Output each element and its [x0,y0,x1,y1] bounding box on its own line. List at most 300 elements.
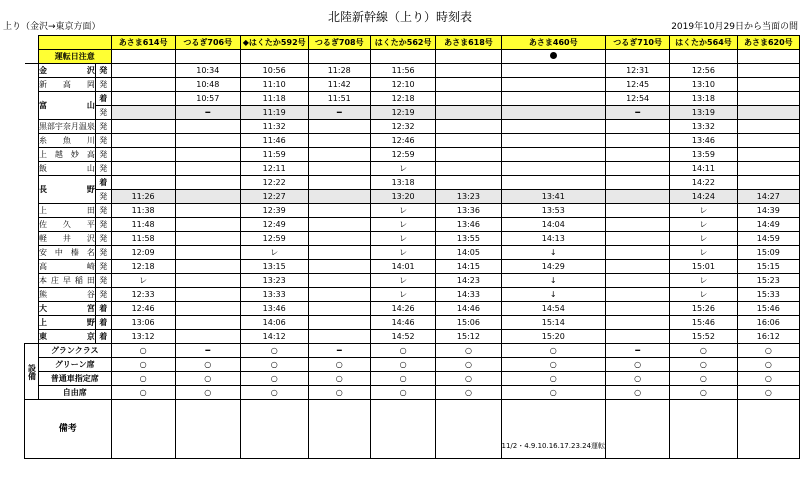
facility-mark: ○ [111,344,175,358]
time-cell [737,92,799,106]
station-row [25,302,800,316]
time-cell: 13:41 [501,190,606,204]
time-cell [606,204,670,218]
effective-date: 2019年10月29日から当面の間 [671,22,798,32]
direction-label: 上り（金沢→東京方面） [3,22,101,32]
time-cell [606,330,670,344]
facility-mark: ○ [737,344,799,358]
arr-dep: 発 [95,134,111,148]
facility-mark: ○ [501,386,606,400]
time-cell [175,162,240,176]
time-cell: 11:18 [240,92,308,106]
station-name: 富山 [38,92,95,120]
station-row [25,106,800,120]
time-cell [737,162,799,176]
station-row [25,148,800,162]
time-cell: 14:39 [737,204,799,218]
station-name: 大宮 [38,302,95,316]
station-name: 上田 [38,204,95,218]
time-cell [175,134,240,148]
station-name: 新高岡 [38,78,95,92]
time-cell: 15:01 [670,260,737,274]
station-row [25,316,800,330]
time-cell: 14:13 [501,232,606,246]
train-name: はくたか564号 [670,36,737,50]
row-blank [25,246,39,260]
time-cell: 14:52 [370,330,436,344]
facility-mark: ○ [370,344,436,358]
time-cell: レ [240,246,308,260]
facility-mark: ○ [175,372,240,386]
time-cell [436,106,501,120]
time-cell: 16:06 [737,316,799,330]
time-cell [111,106,175,120]
facility-mark: ○ [670,386,737,400]
station-row [25,288,800,302]
time-cell [606,316,670,330]
station-row [25,246,800,260]
time-cell: レ [370,218,436,232]
time-cell: 11:56 [370,64,436,78]
time-cell [606,120,670,134]
station-row [25,78,800,92]
time-cell: 13:53 [501,204,606,218]
time-cell: 14:29 [501,260,606,274]
time-cell: レ [670,232,737,246]
train-mark [501,50,606,64]
time-cell: 13:19 [670,106,737,120]
facility-mark: ○ [175,358,240,372]
train-name: あさま614号 [111,36,175,50]
row-blank [25,120,39,134]
time-cell: 12:49 [240,218,308,232]
time-cell: レ [670,218,737,232]
time-cell: 12:11 [240,162,308,176]
time-cell: ↓ [501,288,606,302]
row-blank [25,176,39,190]
timetable [24,35,800,459]
train-mark [436,50,501,64]
time-cell [308,190,370,204]
time-cell: 12:46 [370,134,436,148]
time-cell: 15:15 [737,260,799,274]
time-cell [501,148,606,162]
time-cell: 12:22 [240,176,308,190]
time-cell: 15:33 [737,288,799,302]
station-row [25,260,800,274]
time-cell: 11:38 [111,204,175,218]
time-cell [737,106,799,120]
train-mark [737,50,799,64]
time-cell [111,162,175,176]
arr-dep: 発 [95,78,111,92]
time-cell: レ [670,288,737,302]
facility-mark: ○ [436,372,501,386]
time-cell [111,134,175,148]
time-cell [501,120,606,134]
time-cell: 12:59 [370,148,436,162]
time-cell: 12:19 [370,106,436,120]
time-cell: 13:06 [111,316,175,330]
time-cell: 14:23 [436,274,501,288]
station-name: 金沢 [38,64,95,78]
time-cell [606,190,670,204]
time-cell: 14:54 [501,302,606,316]
time-cell [111,78,175,92]
time-cell [436,162,501,176]
train-mark [175,50,240,64]
time-cell: レ [670,274,737,288]
time-cell [606,134,670,148]
time-cell: 12:54 [606,92,670,106]
row-blank [25,64,39,78]
time-cell: 15:46 [670,316,737,330]
time-cell: 12:45 [606,78,670,92]
station-row [25,330,800,344]
station-row [25,204,800,218]
time-cell [606,162,670,176]
time-cell [308,134,370,148]
time-cell: 14:46 [436,302,501,316]
station-name: 長野 [38,176,95,204]
time-cell: 13:18 [670,92,737,106]
facility-mark: ○ [606,372,670,386]
station-row [25,274,800,288]
remarks-cell [240,400,308,459]
arr-dep: 発 [95,260,111,274]
time-cell: 14:04 [501,218,606,232]
time-cell [308,162,370,176]
time-cell [737,78,799,92]
station-name: 佐久平 [38,218,95,232]
station-row [25,232,800,246]
time-cell [175,260,240,274]
time-cell [111,176,175,190]
time-cell: 14:49 [737,218,799,232]
time-cell [501,64,606,78]
time-cell: 16:12 [737,330,799,344]
time-cell [308,148,370,162]
time-cell [308,246,370,260]
time-cell [175,218,240,232]
time-cell: 12:09 [111,246,175,260]
arr-dep: 発 [95,204,111,218]
time-cell: 13:46 [240,302,308,316]
row-blank [25,134,39,148]
facility-mark: ○ [111,358,175,372]
facility-mark: ○ [436,386,501,400]
facility-mark: ━ [308,344,370,358]
time-cell: 15:26 [670,302,737,316]
arr-dep: 発 [95,232,111,246]
facility-mark: ○ [370,386,436,400]
station-name: 黒部宇奈月温泉 [38,120,95,134]
time-cell [436,176,501,190]
time-cell: 12:39 [240,204,308,218]
time-cell: 13:20 [370,190,436,204]
facility-mark: ○ [737,372,799,386]
time-cell [308,302,370,316]
station-name: 東京 [38,330,95,344]
time-cell [308,316,370,330]
train-mark [606,50,670,64]
time-cell [175,274,240,288]
row-blank [25,302,39,316]
time-cell: 12:18 [111,260,175,274]
time-cell: 13:46 [670,134,737,148]
row-blank [25,190,39,204]
station-name: 本庄早稲田 [38,274,95,288]
time-cell [737,134,799,148]
station-row [25,92,800,106]
row-blank [25,260,39,274]
time-cell: 15:46 [737,302,799,316]
time-cell: 11:58 [111,232,175,246]
station-row [25,120,800,134]
facility-mark: ○ [670,372,737,386]
remarks-cell [436,400,501,459]
facility-mark: ○ [670,344,737,358]
facility-name: 自由席 [38,386,111,400]
arr-dep: 発 [95,218,111,232]
arr-dep: 発 [95,274,111,288]
station-row [25,218,800,232]
header-note-spacer [38,36,111,50]
time-cell [111,92,175,106]
facility-mark: ○ [308,358,370,372]
time-cell [501,134,606,148]
time-cell: 14:59 [737,232,799,246]
time-cell: 11:10 [240,78,308,92]
operating-day-marker [550,52,557,59]
time-cell: 13:59 [670,148,737,162]
time-cell [737,120,799,134]
time-cell: 10:48 [175,78,240,92]
time-cell: 14:22 [670,176,737,190]
time-cell: 12:56 [670,64,737,78]
time-cell: 11:46 [240,134,308,148]
time-cell: 13:32 [670,120,737,134]
row-blank [25,78,39,92]
facility-mark: ○ [308,372,370,386]
remarks-label: 備考 [25,400,112,459]
facility-mark: ○ [240,372,308,386]
time-cell: 13:46 [436,218,501,232]
time-cell [501,78,606,92]
facility-mark: ○ [606,386,670,400]
time-cell: 12:46 [111,302,175,316]
time-cell [175,176,240,190]
row-blank [25,316,39,330]
facility-mark: ○ [501,358,606,372]
train-mark [308,50,370,64]
time-cell: 15:20 [501,330,606,344]
arr-dep: 発 [95,162,111,176]
arr-dep: 発 [95,288,111,302]
facility-mark: ○ [670,358,737,372]
time-cell [308,260,370,274]
time-cell [436,92,501,106]
time-cell [501,106,606,120]
time-cell: 13:23 [240,274,308,288]
time-cell [111,148,175,162]
facility-mark: ○ [606,358,670,372]
facility-mark: ○ [175,386,240,400]
time-cell: 13:10 [670,78,737,92]
time-cell: 14:26 [370,302,436,316]
time-cell: 11:26 [111,190,175,204]
time-cell: レ [111,274,175,288]
time-cell: 11:28 [308,64,370,78]
time-cell: ━ [308,106,370,120]
facility-mark: ○ [240,344,308,358]
station-row [25,134,800,148]
station-name: 上野 [38,316,95,330]
station-name: 高崎 [38,260,95,274]
arr-dep: 着 [95,302,111,316]
train-name: つるぎ710号 [606,36,670,50]
time-cell [308,218,370,232]
time-cell: 13:15 [240,260,308,274]
time-cell [606,260,670,274]
facility-name: グリーン席 [38,358,111,372]
time-cell: 11:42 [308,78,370,92]
time-cell [436,134,501,148]
train-name: あさま620号 [737,36,799,50]
time-cell: 12:27 [240,190,308,204]
time-cell [737,176,799,190]
time-cell: レ [370,162,436,176]
time-cell: 13:36 [436,204,501,218]
time-cell: レ [670,204,737,218]
time-cell [606,218,670,232]
time-cell: 10:57 [175,92,240,106]
station-name: 糸魚川 [38,134,95,148]
time-cell [175,148,240,162]
station-name: 熊谷 [38,288,95,302]
facility-mark: ○ [308,386,370,400]
time-cell [436,120,501,134]
time-cell [175,204,240,218]
time-cell: 11:51 [308,92,370,106]
time-cell: 13:12 [111,330,175,344]
time-cell: レ [370,232,436,246]
row-blank [25,218,39,232]
arr-dep: 発 [95,120,111,134]
train-mark [670,50,737,64]
time-cell [501,92,606,106]
time-cell: 14:01 [370,260,436,274]
row-blank [25,204,39,218]
time-cell [308,330,370,344]
time-cell [308,204,370,218]
time-cell: ↓ [501,274,606,288]
facility-mark: ○ [436,344,501,358]
facilities-label: 設備 [25,344,39,400]
time-cell [737,148,799,162]
arr-dep: 発 [95,246,111,260]
train-name: はくたか562号 [370,36,436,50]
remarks-cell: 11/2・4.9.10.16.17.23.24運転 [501,400,606,459]
time-cell [606,176,670,190]
station-name: 上越妙高 [38,148,95,162]
time-cell [175,120,240,134]
facility-mark: ○ [240,386,308,400]
time-cell [308,232,370,246]
time-cell: レ [370,204,436,218]
time-cell [308,288,370,302]
time-cell: 15:14 [501,316,606,330]
time-cell [308,274,370,288]
time-cell [175,316,240,330]
time-cell [501,162,606,176]
note-blank [25,50,39,64]
train-name: あさま460号 [501,36,606,50]
remarks-cell [175,400,240,459]
arr-dep: 着 [95,316,111,330]
time-cell [606,246,670,260]
time-cell [175,302,240,316]
row-blank [25,274,39,288]
time-cell [111,64,175,78]
arr-dep: 着 [95,330,111,344]
station-row [25,162,800,176]
time-cell: 13:18 [370,176,436,190]
time-cell [501,176,606,190]
remarks-cell [606,400,670,459]
time-cell: 13:23 [436,190,501,204]
header-blank [25,36,39,50]
time-cell: 12:10 [370,78,436,92]
time-cell [436,148,501,162]
station-row [25,176,800,190]
facility-mark: ○ [370,358,436,372]
remarks-cell [111,400,175,459]
row-blank [25,288,39,302]
time-cell: 11:19 [240,106,308,120]
time-cell [606,288,670,302]
remarks-cell [737,400,799,459]
row-blank [25,92,39,106]
time-cell: 14:33 [436,288,501,302]
time-cell: 10:34 [175,64,240,78]
time-cell: 12:32 [370,120,436,134]
train-mark [111,50,175,64]
time-cell: 14:06 [240,316,308,330]
time-cell [436,64,501,78]
remarks-cell [308,400,370,459]
time-cell: 12:18 [370,92,436,106]
time-cell [175,288,240,302]
time-cell: 14:12 [240,330,308,344]
train-name: あさま618号 [436,36,501,50]
header-note: 運転日注意 [38,50,111,64]
facility-mark: ○ [370,372,436,386]
time-cell: レ [370,288,436,302]
time-cell: ↓ [501,246,606,260]
train-mark [370,50,436,64]
time-cell [606,232,670,246]
row-blank [25,162,39,176]
time-cell: 14:05 [436,246,501,260]
time-cell: 15:12 [436,330,501,344]
arr-dep: 着 [95,92,111,106]
time-cell [175,246,240,260]
facility-mark: ○ [501,344,606,358]
facility-mark: ○ [501,372,606,386]
time-cell [737,64,799,78]
time-cell [606,274,670,288]
